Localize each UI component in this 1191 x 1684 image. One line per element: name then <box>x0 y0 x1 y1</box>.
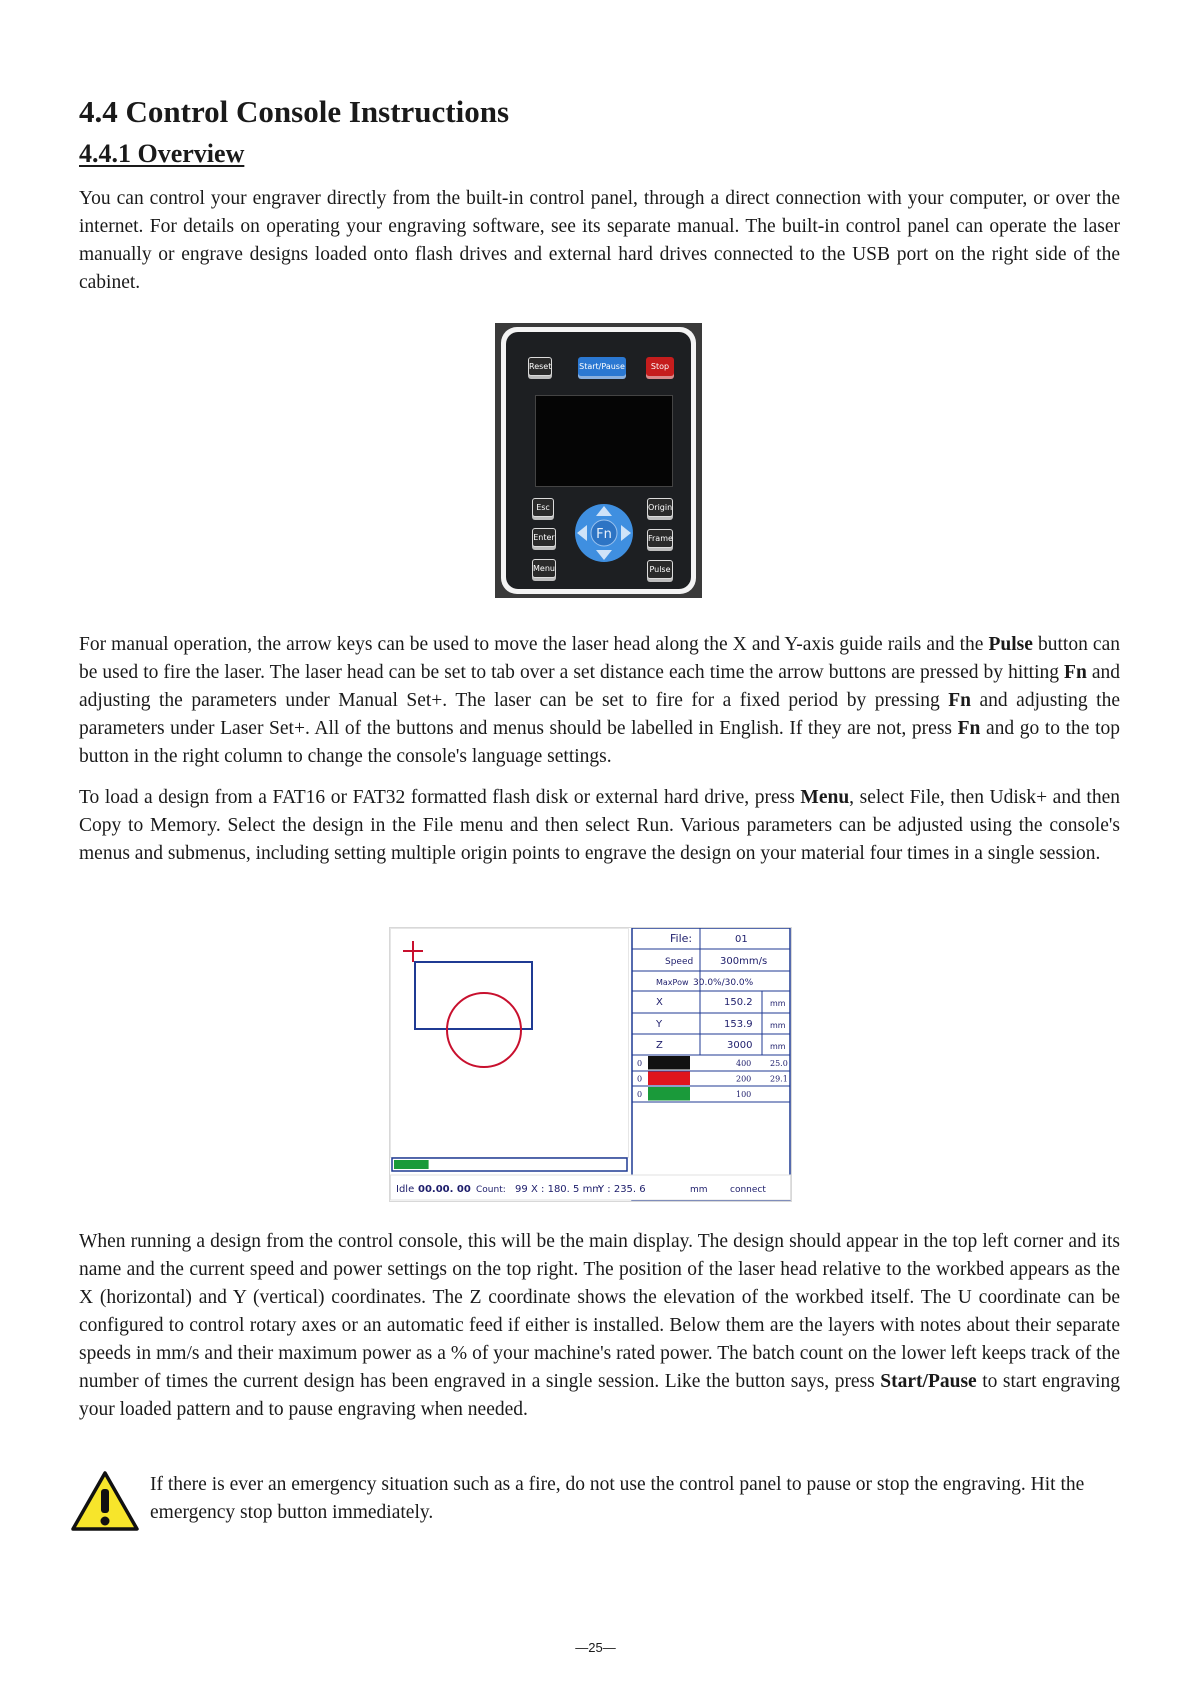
layer-power: 25.0 <box>770 1059 788 1068</box>
bold-term: Start/Pause <box>880 1371 977 1392</box>
text-run: and adjusting the parameters under Manual Set+. The laser can be set to fire for a fixed period by pressing <box>79 662 1120 711</box>
control-panel-face <box>506 332 691 589</box>
maxpow-value: 30.0%/30.0% <box>693 978 754 988</box>
text-run: to start engraving your loaded pattern and to pause engraving when needed. <box>79 1371 1120 1420</box>
z-label: Z <box>656 1040 663 1051</box>
load-design-paragraph <box>79 784 1120 868</box>
esc-button: Esc <box>532 498 554 517</box>
emergency-warning-text: If there is ever an emergency situation such as a fire, do not use the control panel to pause or stop the engraving. Hit the emergency stop button immediately. <box>150 1474 1085 1523</box>
stop-button: Stop <box>646 357 674 376</box>
text-run: , select File, then Udisk+ and then Copy to Memory. Select the design in the File menu and then select Run. Various parameters can be adjusted using the console's menus and submenus, including setting multiple origin points to engrave the design on your material four times in a single session. <box>79 787 1120 864</box>
subsection-heading: 4.4.1 Overview <box>79 139 245 168</box>
x-coordinate: X : 180. 5 mm <box>531 1184 603 1195</box>
maxpow-label: MaxPow <box>656 978 689 987</box>
x-label: X <box>656 997 663 1008</box>
intro-paragraph: You can control your engraver directly from the built-in control panel, through a direct connection with your computer, or over the internet. For details on operating your engraving software, see its separate manual. The built-in control panel can operate the laser manually or engrave designs loaded onto flash drives and external hard drives connected to the USB port on the right side of the cabinet. <box>79 188 1120 293</box>
speed-label: Speed <box>665 957 694 967</box>
text-run: To load a design from a FAT16 or FAT32 formatted flash disk or external hard drive, press <box>79 787 801 808</box>
pulse-button: Pulse <box>647 560 673 579</box>
frame-button: Frame <box>647 529 673 548</box>
layer-speed: 100 <box>736 1090 752 1099</box>
y-value: 153.9 <box>724 1019 753 1030</box>
page-number: —25— <box>575 1640 616 1655</box>
layer-color-swatch <box>648 1072 690 1086</box>
manual-operation-paragraph <box>79 631 1120 771</box>
y-unit: mm <box>770 1021 786 1030</box>
origin-button: Origin <box>647 498 673 517</box>
enter-button: Enter <box>532 528 556 547</box>
section-heading: 4.4 Control Console Instructions <box>79 94 510 129</box>
layer-color-swatch <box>648 1056 690 1070</box>
bold-term: Fn <box>1064 662 1087 683</box>
z-unit: mm <box>770 1042 786 1051</box>
file-value: 01 <box>735 934 748 945</box>
bold-term: Fn <box>957 718 981 739</box>
text-run: When running a design from the control console, this will be the main display. The design should appear in the top left corner and its name and the current speed and power settings on the top right. The position of the laser head relative to the workbed appears as the X (horizontal) and Y (vertical) coordinates. The Z coordinate shows the elevation of the workbed itself. The U coordinate can be configured to control rotary axes or an automatic feed if either is installed. Below them are the layers with notes about their separate speeds in mm/s and their maximum power as a % of your machine's rated power. The batch count on the lower left keeps track of the number of times the current design has been engraved in a single session. Like the button says, press <box>79 1231 1120 1392</box>
file-label: File: <box>670 932 693 945</box>
count-value: 99 <box>515 1184 528 1195</box>
count-label: Count: <box>476 1185 506 1195</box>
running-design-paragraph <box>79 1228 1120 1424</box>
text-run: button can be used to fire the laser. The laser head can be set to tab over a set distance each time the arrow buttons are pressed by hitting <box>79 634 1120 683</box>
layer-id: 0 <box>637 1059 643 1068</box>
y-coordinate: Y : 235. 6 <box>598 1184 646 1195</box>
connection-status: connect <box>730 1185 766 1195</box>
status-unit: mm <box>690 1185 708 1195</box>
progress-fill <box>394 1160 429 1169</box>
layer-id: 0 <box>637 1090 643 1099</box>
bold-term: Pulse <box>988 634 1033 655</box>
bold-term: Menu <box>800 787 850 808</box>
layer-speed: 200 <box>736 1074 752 1084</box>
z-value: 3000 <box>727 1040 753 1051</box>
layer-color-swatch <box>648 1087 690 1101</box>
start-pause-button: Start/Pause <box>578 357 626 376</box>
fn-button-label: Fn <box>596 527 612 542</box>
menu-button: Menu <box>532 559 556 578</box>
bold-term: Fn <box>948 690 971 711</box>
status-state: Idle <box>396 1184 415 1195</box>
display-graphic <box>390 928 791 1201</box>
x-unit: mm <box>770 999 786 1008</box>
layer-id: 0 <box>637 1074 643 1084</box>
y-label: Y <box>656 1019 663 1030</box>
control-panel-photo <box>495 323 702 598</box>
layer-power: 29.1 <box>770 1074 788 1084</box>
arrow-dpad <box>574 503 634 563</box>
status-time: 00.00. 00 <box>418 1184 471 1195</box>
console-main-display <box>389 927 792 1202</box>
warning-icon <box>71 1470 139 1532</box>
text-run: and go to the top button in the right column to change the console's language settings. <box>79 718 1120 767</box>
x-value: 150.2 <box>724 997 753 1008</box>
reset-button: Reset <box>528 357 552 376</box>
panel-lcd-screen <box>535 395 673 487</box>
layer-speed: 400 <box>736 1059 752 1068</box>
text-run: For manual operation, the arrow keys can be used to move the laser head along the X and Y-axis guide rails and the <box>79 634 989 655</box>
text-run: and adjusting the parameters under Laser Set+. All of the buttons and menus should be labelled in English. If they are not, press <box>79 690 1120 739</box>
speed-value: 300mm/s <box>720 956 768 967</box>
control-panel-housing <box>501 327 696 594</box>
